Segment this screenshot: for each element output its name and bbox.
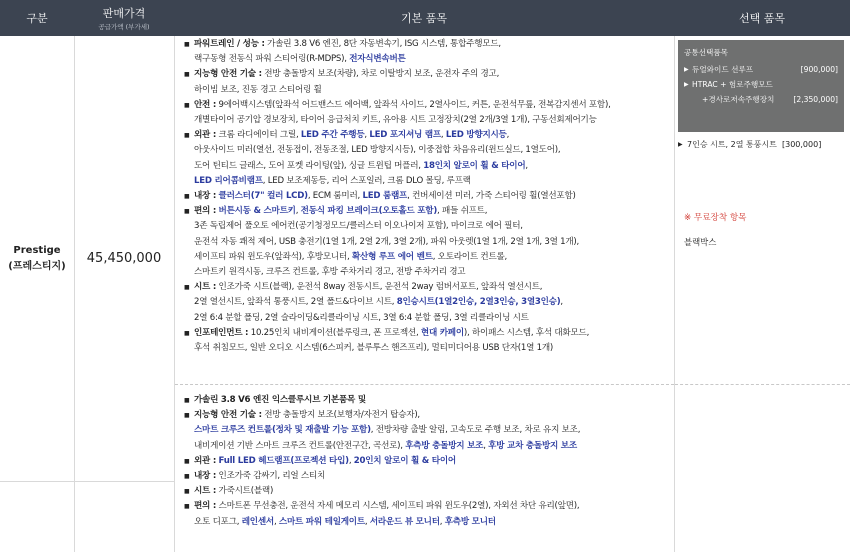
triangle-bullet-icon: ▶ — [684, 81, 689, 88]
item-row — [182, 408, 670, 454]
item-line: 하이빔 보조, 진동 경고 스티어링 휠 — [194, 84, 322, 95]
item-line: 아웃사이드 미러(열선, 전동접이, 전동조절, LED 방향지시등), 이중접합 차음유리(윈드실드, 1열도어), — [194, 145, 561, 156]
item-line: 운전석 자동 쾌적 제어, USB 충전기(1열 1개, 2열 2개, 3열 2개), 파워 아웃렛(1열 1개, 2열 1개, 3열 1개), — [194, 236, 579, 247]
square-bullet-icon: ■ — [184, 284, 190, 292]
divider — [674, 36, 675, 552]
square-bullet-icon: ■ — [184, 457, 190, 465]
item-row — [182, 67, 670, 97]
square-bullet-icon: ■ — [184, 329, 190, 337]
square-bullet-icon: ■ — [184, 397, 190, 404]
header-price-sub: 공급가액 (부가세) — [98, 23, 150, 31]
blackbox-item: 블랙박스 — [684, 237, 717, 247]
item-line: 외관 : 크롬 라디에이터 그릴, LED 주간 주행등, LED 포지셔닝 램프, LED 방향지시등, — [194, 130, 510, 141]
square-bullet-icon: ■ — [184, 208, 190, 216]
item-line: 편의 : 스마트폰 무선충전, 운전석 자세 메모리 시스템, 세이프티 파워 윈도우(2열), 자외선 차단 유리(앞면), — [194, 501, 580, 512]
square-bullet-icon: ■ — [184, 101, 190, 109]
item-line: 시트 : 가죽시트(블랙) — [194, 486, 274, 497]
option-item: ▶ 듀얼와이드 선루프 [900,000] — [684, 62, 838, 77]
item-line: 랙구동형 전동식 파워 스티어링(R-MDPS), 전자식변속버튼 — [194, 54, 406, 65]
trim-price: 45,450,000 — [86, 251, 162, 266]
divider — [0, 481, 74, 482]
square-bullet-icon: ■ — [184, 132, 190, 140]
item-line: 개별타이어 공기압 경보장치, 타이어 응급처치 키트, 유아용 시트 고정장치(2열 2개/3열 1개), 구동선회제어기능 — [194, 115, 597, 126]
square-bullet-icon: ■ — [184, 488, 190, 496]
item-line: 세이프티 파워 윈도우(앞좌석), 후방모니터, 확산형 루프 에어 벤트, 오토라이트 컨트롤, — [194, 251, 508, 262]
item-line: 스마트키 원격시동, 크루즈 컨트롤, 후방 주차거리 경고, 전방 주차거리 경고 — [194, 267, 466, 278]
free-install-note: ※ 무료장착 항목 — [684, 213, 747, 223]
divider — [675, 384, 850, 385]
trim-name — [0, 36, 74, 481]
triangle-bullet-icon: ▶ — [678, 141, 683, 148]
option-item: +경사로저속주행장치 [2,350,000] — [702, 95, 838, 104]
item-line: 스마트 크루즈 컨트롤(정차 및 재출발 기능 포함), 전방차량 출발 알림, 고속도로 주행 보조, 차로 유지 보조, — [194, 425, 581, 436]
seven-seat-price: [300,000] — [782, 140, 822, 149]
item-line: 안전 : 9에어백시스템(앞좌석 어드밴스드 에어백, 앞좌석 사이드, 2열사이드, 커튼, 운전석무릎, 전복감지센서 포함), — [194, 99, 611, 110]
item-line: 내장 : 클러스터(7" 컬러 LCD), ECM 룸미러, LED 룸램프, 컨버세이션 미러, 가죽 스티어링 휠(열선포함) — [194, 191, 576, 202]
seven-seat-option: ▶ 7인승 시트, 2열 통풍시트 [300,000] — [678, 138, 821, 152]
header-price: 판매가격 공급가액 (부가세) — [98, 7, 150, 31]
square-bullet-icon: ■ — [184, 41, 190, 48]
square-bullet-icon: ■ — [184, 473, 190, 481]
item-line: 편의 : 버튼시동 & 스마트키, 전동식 파킹 브레이크(오토홀드 포함), 패들 쉬프트, — [194, 206, 488, 217]
triangle-bullet-icon: ▶ — [684, 66, 689, 73]
item-line: 지능형 안전 기술 : 전방 충돌방지 보조(차량), 차로 이탈방지 보조, 운전자 주의 경고, — [194, 69, 500, 80]
header-category: 구분 — [26, 12, 48, 25]
item-line: 2열 열선시트, 앞좌석 통풍시트, 2열 폴드&다이브 시트, 8인승시트(1열2인승, 2열3인승, 3열3인승), — [194, 297, 563, 308]
item-row — [182, 469, 670, 484]
divider — [174, 36, 175, 552]
item-row — [182, 204, 670, 280]
square-bullet-icon: ■ — [184, 71, 190, 79]
item-line: 후석 취침모드, 일반 오디오 시스템(6스피커, 블루투스 핸즈프리), 멀티미디어용 USB 단자(1열 1개) — [194, 343, 554, 354]
item-row — [182, 499, 670, 529]
common-options-title: 공통선택품목 — [684, 48, 729, 57]
item-line: 가솔린 3.8 V6 엔진 익스클루시브 기본품목 및 — [194, 395, 366, 405]
item-line: 인포테인먼트 : 10.25인치 내비게이션(블루링크, 폰 프로젝션, 현대 카페이), 하이패스 시스템, 후석 대화모드, — [194, 327, 590, 338]
trim-name-en: Prestige — [13, 244, 61, 256]
square-bullet-icon: ■ — [184, 412, 190, 420]
item-row — [182, 326, 670, 356]
item-line: 3존 독립제어 풀오토 에어컨(공기청정모드/클러스터 이오나이저 포함), 마이크로 에어 필터, — [194, 221, 523, 232]
header-basic-items: 기본 품목 — [400, 12, 447, 25]
trim-name-kr: (프레스티지) — [8, 260, 66, 272]
square-bullet-icon: ■ — [184, 503, 190, 511]
option-item: ▶ HTRAC + 험로주행모드 — [684, 77, 838, 92]
item-line: 내비게이션 기반 스마트 크루즈 컨트롤(안전구간, 곡선로), 후측방 충돌방지 보조, 후방 교차 충돌방지 보조 — [194, 440, 577, 451]
basic-item-list — [182, 37, 670, 356]
item-row — [182, 37, 670, 67]
table-header — [0, 0, 850, 36]
divider — [175, 384, 674, 385]
item-line: 오토 디포그, 레인센서, 스마트 파워 테일게이트, 서라운드 뷰 모니터, 후측방 모니터 — [194, 516, 496, 527]
item-row — [182, 280, 670, 326]
item-line: 지능형 안전 기술 : 전방 충돌방지 보조(보행자/자전거 탑승자), — [194, 410, 420, 421]
item-row — [182, 189, 670, 204]
item-line: 도어 틴티드 글래스, 도어 포켓 라이팅(앞), 싱글 트윈팁 머플러, 18인치 알로이 휠 & 타이어, — [194, 160, 528, 171]
item-row — [182, 454, 670, 469]
item-line: LED 리어콤비램프, LED 보조제동등, 리어 스포일러, 크롬 DLO 몰딩, 루프랙 — [194, 175, 471, 186]
item-line: 외관 : Full LED 헤드램프(프로젝션 타입), 20인치 알로이 휠 & 타이어 — [194, 455, 456, 466]
item-row — [182, 128, 670, 189]
exclusive-item-list — [182, 393, 670, 530]
common-options-box — [678, 40, 844, 132]
item-line: 시트 : 인조가죽 시트(블랙), 운전석 8way 전동시트, 운전석 2way 럼버서포트, 앞좌석 열선시트, — [194, 282, 543, 293]
divider — [74, 481, 174, 482]
item-line: 2열 6:4 분할 폴딩, 2열 슬라이딩&리클라이닝 시트, 3열 6:4 분할 폴딩, 3열 리클라이닝 시트 — [194, 312, 529, 323]
square-bullet-icon: ■ — [184, 193, 190, 201]
header-option-items: 선택 품목 — [738, 12, 785, 25]
item-line: 내장 : 인조가죽 감싸기, 리얼 스티치 — [194, 471, 326, 482]
item-row — [182, 484, 670, 499]
item-row — [182, 393, 670, 408]
item-row — [182, 98, 670, 128]
item-line: 파워트레인 / 성능 : 가솔린 3.8 V6 엔진, 8단 자동변속기, ISG 시스템, 통합주행모드, — [194, 39, 501, 49]
